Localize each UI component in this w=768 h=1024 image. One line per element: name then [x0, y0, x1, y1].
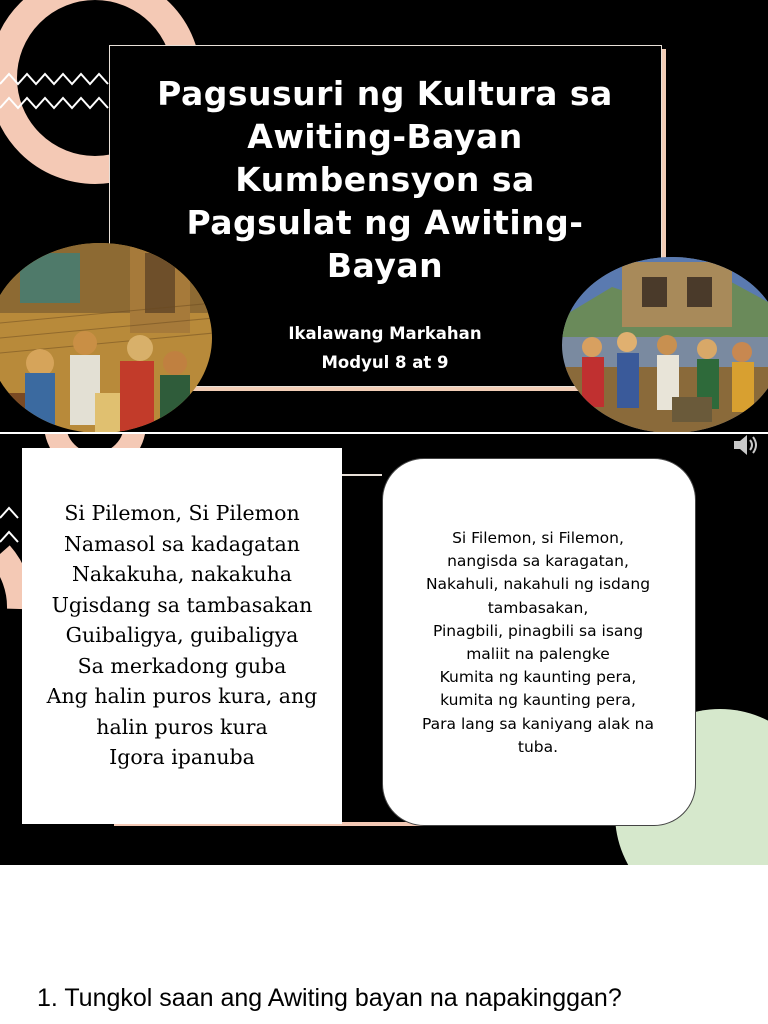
subtitle-line: Ikalawang Markahan [288, 324, 482, 343]
speaker-icon[interactable] [731, 434, 761, 458]
title-line: Pagsulat ng Awiting- [186, 203, 584, 242]
painting-market-right [562, 257, 768, 432]
title-slide [0, 0, 768, 432]
translation-line: Si Filemon, si Filemon, [452, 529, 624, 547]
lyric-line: halin puros kura [96, 714, 268, 739]
question-text: 1. Tungkol saan ang Awiting bayan na napakinggan? [37, 984, 622, 1012]
translation-line: Kumita ng kaunting pera, [439, 668, 637, 687]
title-line: Pagsusuri ng Kultura sa [157, 74, 613, 113]
translation-line: Pinagbili, pinagbili sa isang [432, 621, 644, 640]
zigzag-decoration [0, 68, 110, 118]
translated-lyrics [394, 527, 682, 759]
painting-market-left [0, 243, 214, 432]
lyric-line: Si Pilemon, Si Pilemon [64, 501, 300, 525]
translation-line: maliit na palengke [466, 645, 610, 664]
lyric-line: Igora ipanuba [109, 745, 255, 769]
title-line: Kumbensyon sa [235, 160, 535, 199]
lyric-line: Sa merkadong guba [77, 653, 287, 678]
lyric-line: Ugisdang sa tambasakan [51, 592, 313, 617]
translation-line: nangisda sa karagatan, [447, 552, 629, 571]
song-slide [0, 434, 768, 865]
lyric-line: Guibaligya, guibaligya [65, 623, 299, 647]
title-line: Bayan [326, 246, 444, 285]
subtitle-line: Modyul 8 at 9 [321, 353, 449, 372]
translation-line: kumita ng kaunting pera, [440, 691, 636, 710]
translation-line: Nakahuli, nakahuli ng isdang [425, 575, 651, 594]
translation-line: Para lang sa kaniyang alak na [422, 714, 654, 733]
lyric-line: Namasol sa kadagatan [63, 531, 300, 556]
title-line: Awiting-Bayan [247, 117, 523, 156]
lyric-line: Nakakuha, nakakuha [71, 562, 292, 586]
lyric-line: Ang halin puros kura, ang [46, 684, 318, 708]
original-song-lyrics [22, 498, 342, 773]
translation-line: tuba. [517, 737, 559, 756]
translation-line: tambasakan, [487, 598, 589, 617]
zigzag-decoration [0, 502, 22, 552]
